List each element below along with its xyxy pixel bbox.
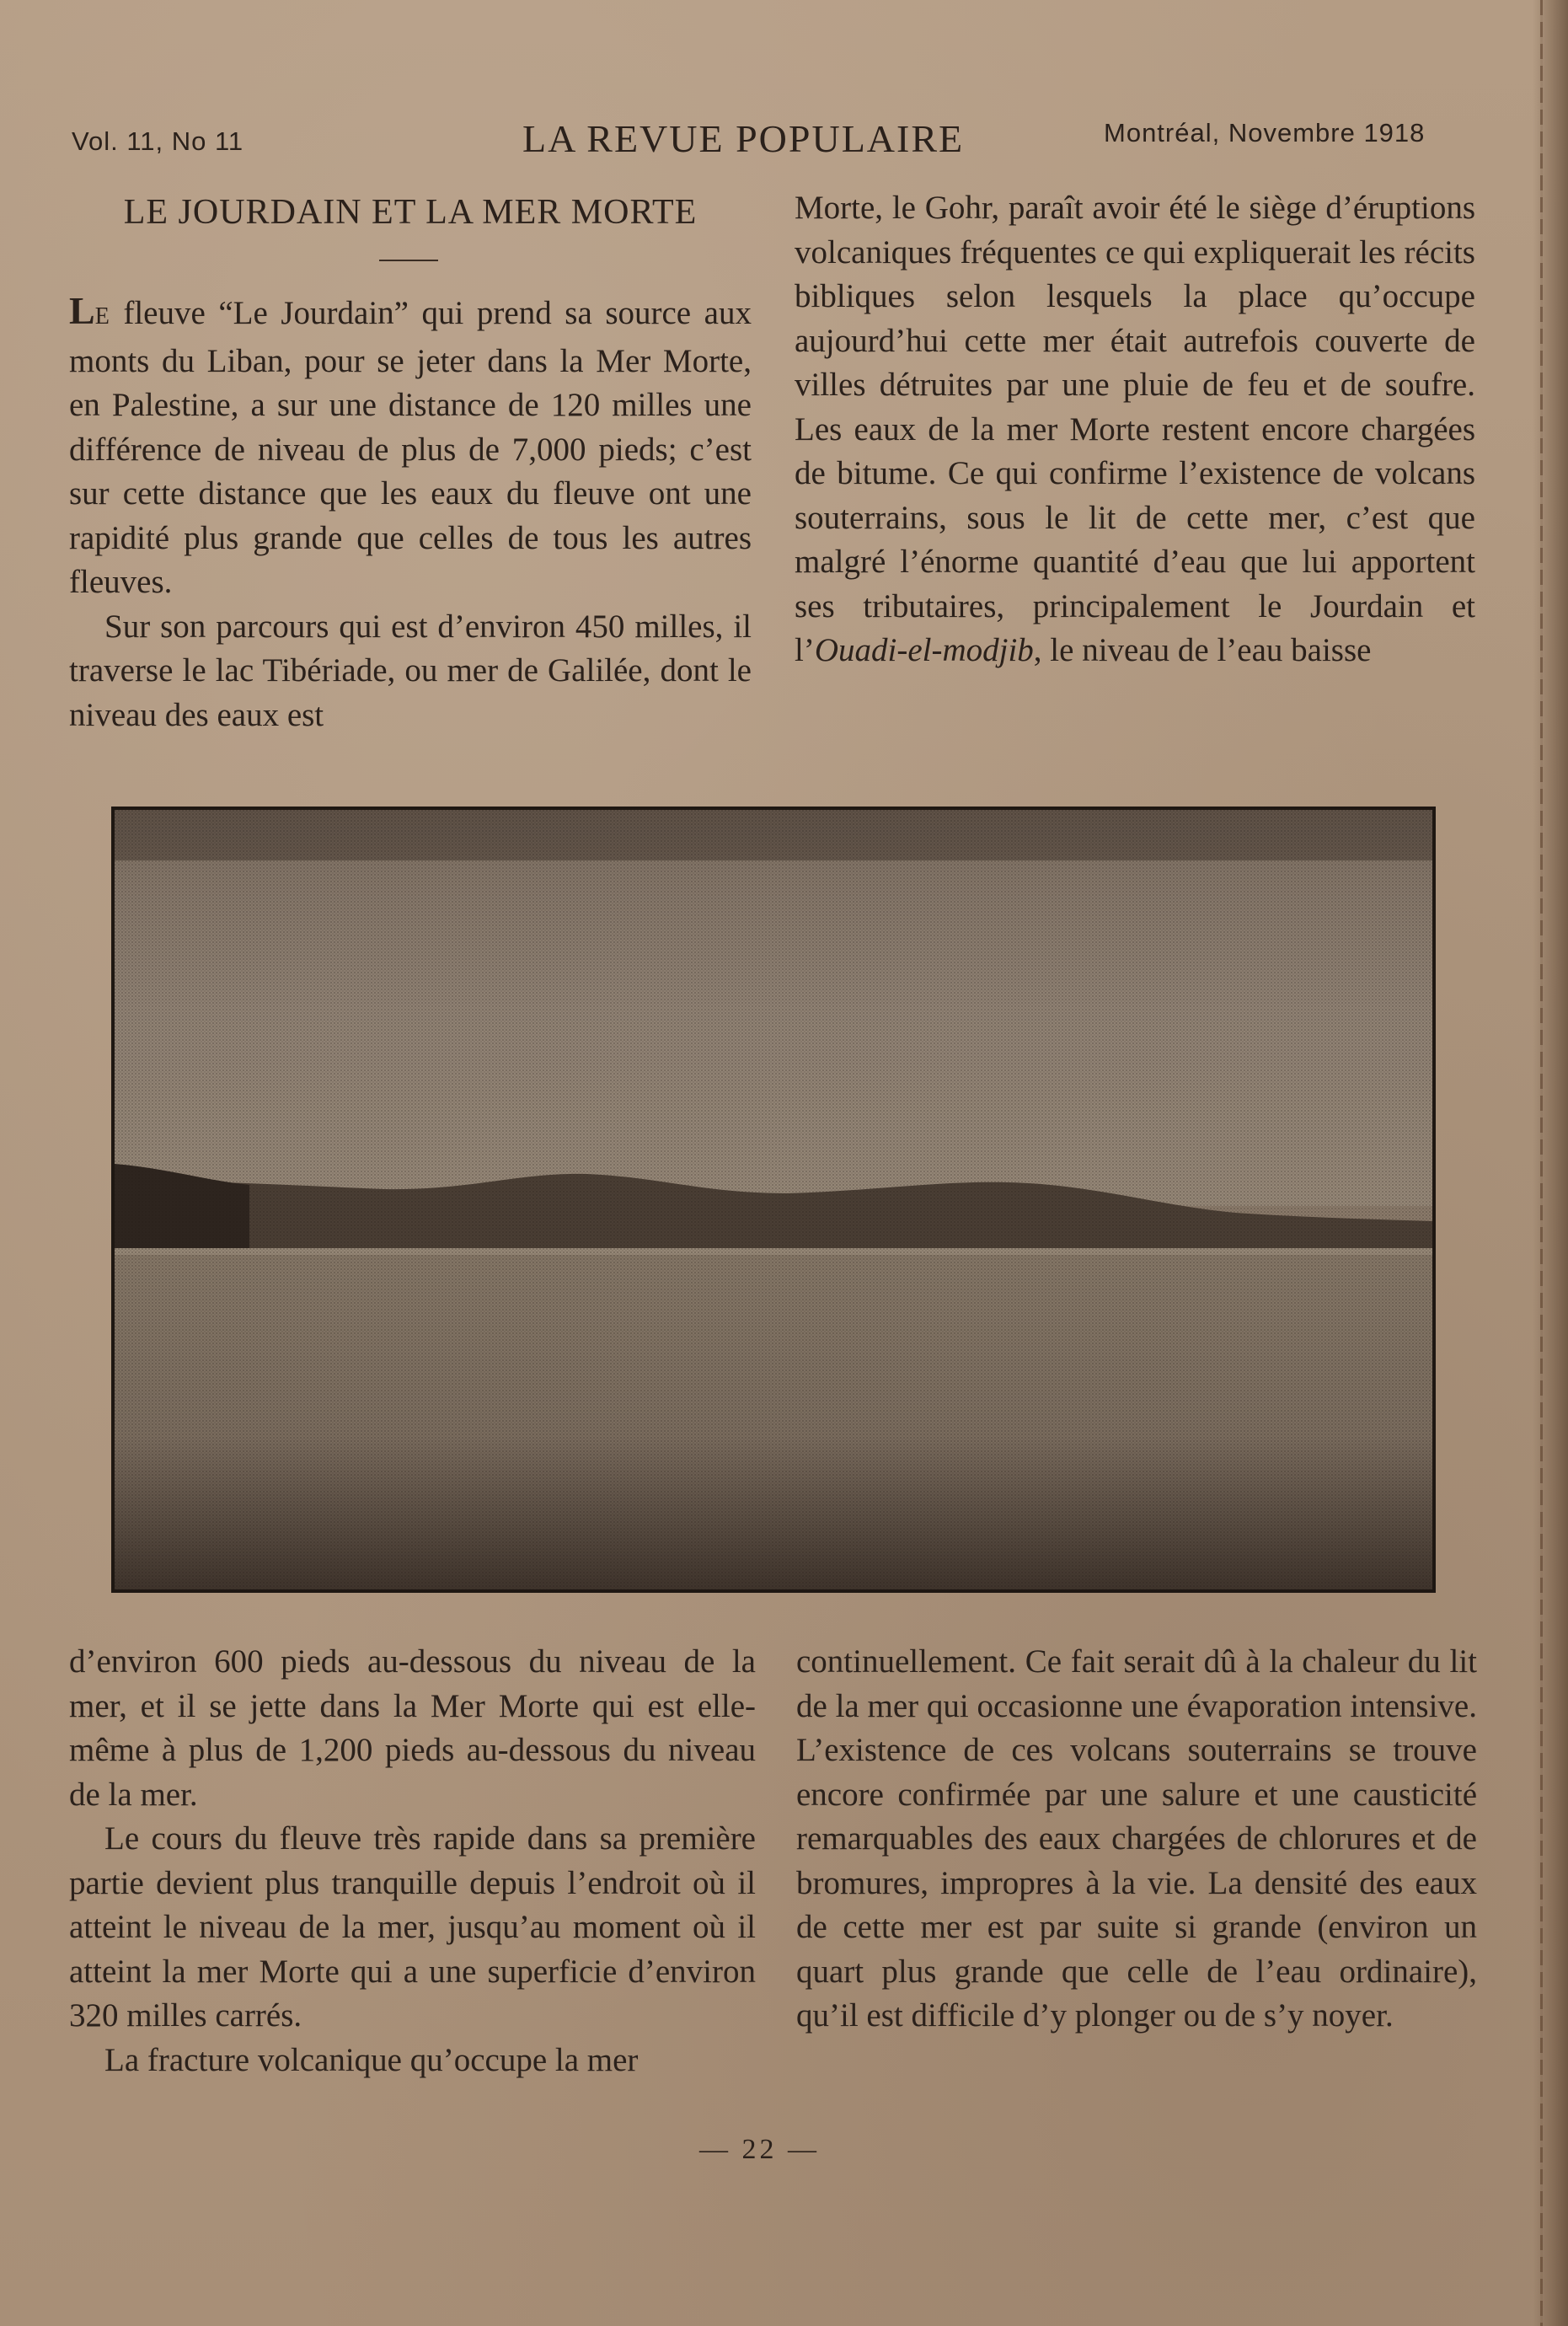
- paragraph-text: Morte, le Gohr, paraît avoir été le siège d’éruptions volcaniques fréquentes ce qui expliquerait les récits bibliques selon lesquels la place qu’occupe aujourd’hui cette mer était autrefois couverte de villes détruites par une pluie de feu et de soufre. Les eaux de la mer Morte restent encore chargées de bitume. Ce qui confirme l’existence de volcans souterrains, sous le lit de cette mer, c’est que malgré l’énorme quantité d’eau que lui apportent ses tributaires, principalement le Jourdain et l’: [795, 190, 1475, 668]
- page-number: — 22 —: [699, 2134, 820, 2165]
- dead-sea-photo: [111, 807, 1436, 1593]
- header-magazine-title: LA REVUE POPULAIRE: [522, 117, 965, 160]
- binding-edge: [1540, 0, 1543, 2326]
- paragraph: [795, 186, 1475, 673]
- header-volume: Vol. 11, No 11: [72, 126, 244, 156]
- paragraph-text: , le niveau de l’eau baisse: [1033, 632, 1372, 668]
- column-right-top: [795, 186, 1475, 673]
- paragraph-text: fleuve “Le Jourdain” qui prend sa source aux monts du Liban, pour se jeter dans la Mer Morte, en Palestine, a sur une distance de 120 milles une différence de niveau de plus de 7,000 pieds; c’est sur cette distance que les eaux du fleuve ont une rapidité plus grande que celles de tous les autres fleuves.: [69, 295, 752, 600]
- halftone-landscape-image: [115, 810, 1432, 1589]
- title-rule: [379, 260, 438, 261]
- paragraph: Sur son parcours qui est d’environ 450 milles, il traverse le lac Tibériade, ou mer de Galilée, dont le niveau des eaux est: [69, 608, 752, 733]
- dropcap-smallcap: E: [94, 303, 110, 330]
- header-date: Montréal, Novembre 1918: [1104, 118, 1426, 147]
- paragraph: [69, 289, 752, 605]
- place-name-italic: Ouadi-el-modjib: [814, 632, 1034, 668]
- column-left-top: [69, 289, 752, 737]
- paragraph: Le cours du fleuve très rapide dans sa première partie devient plus tranquille depuis l’endroit où il atteint le niveau de la mer, jusqu’au moment où il atteint la mer Morte qui a une superficie d’environ 320 milles carrés.: [69, 1820, 756, 2034]
- column-right-bottom: [796, 1640, 1477, 2039]
- paragraph: continuellement. Ce fait serait dû à la chaleur du lit de la mer qui occasionne une évaporation intensive. L’existence de ces volcans souterrains se trouve encore confirmée par une salure et une causticité remarquables des eaux chargées de chlorures et de bromures, impropres à la vie. La densité des eaux de cette mer est par suite si grande (environ un quart plus grande que celle de l’eau ordinaire), qu’il est difficile d’y plonger ou de s’y noyer.: [796, 1643, 1477, 2034]
- article-title: LE JOURDAIN ET LA MER MORTE: [123, 193, 698, 232]
- dropcap: L: [69, 289, 95, 332]
- paragraph: La fracture volcanique qu’occupe la mer: [104, 2041, 639, 2078]
- column-left-bottom: [69, 1640, 756, 2082]
- paragraph: d’environ 600 pieds au-dessous du niveau de la mer, et il se jette dans la Mer Morte qui est elle-même à plus de 1,200 pieds au-dessous du niveau de la mer.: [69, 1643, 756, 1813]
- page-edge-shadow: [1533, 0, 1568, 2326]
